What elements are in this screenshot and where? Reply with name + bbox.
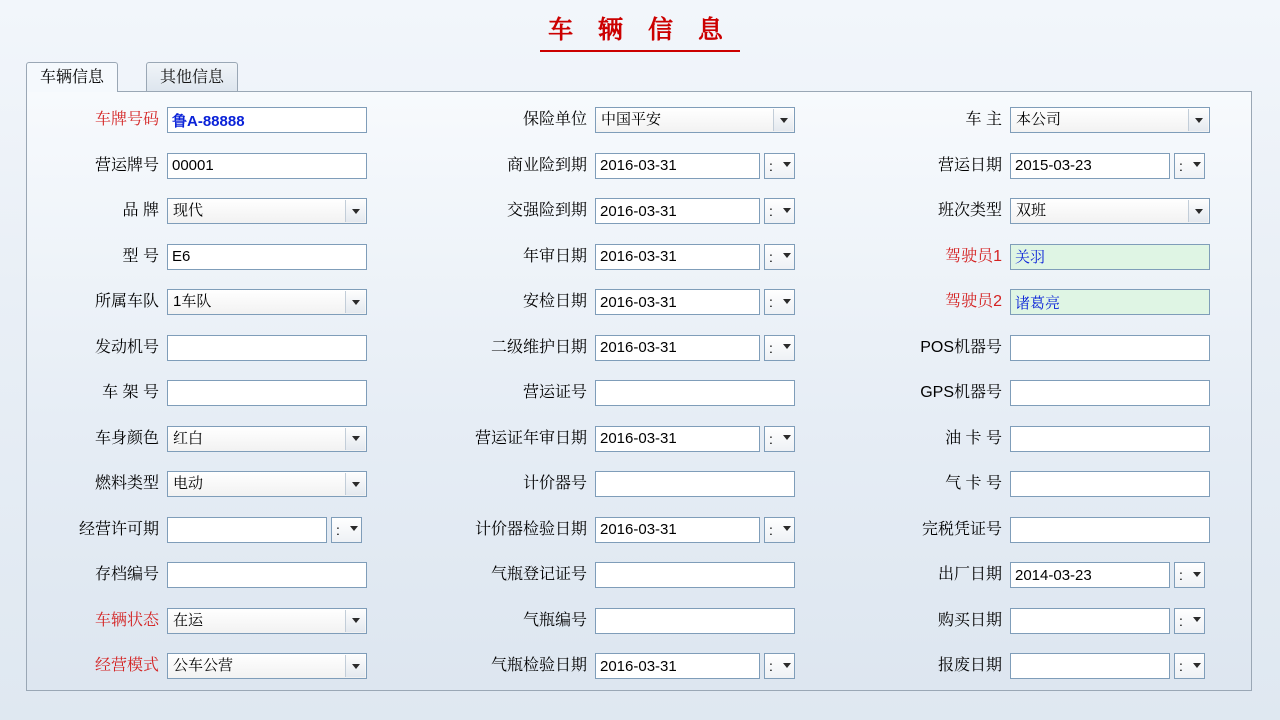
field-气瓶检验日期-label: 气瓶检验日期	[490, 657, 587, 674]
calendar-icon: :	[769, 203, 773, 219]
field-存档编号-input[interactable]	[167, 562, 367, 588]
field-经营许可期-input[interactable]	[167, 517, 327, 543]
field-经营许可期-label: 经营许可期	[78, 520, 159, 538]
field-营运证年审日期-input[interactable]	[595, 426, 760, 452]
chevron-down-icon[interactable]	[1192, 160, 1202, 170]
tab-vehicle-info[interactable]: 车辆信息	[26, 62, 118, 92]
field-品牌-value: 现代	[173, 202, 204, 219]
field-油卡号-input[interactable]	[1010, 426, 1210, 452]
field-气卡号-input[interactable]	[1010, 471, 1210, 497]
field-报废日期-label: 报废日期	[937, 657, 1002, 674]
chevron-down-icon[interactable]	[1188, 200, 1208, 222]
field-气瓶编号-label: 气瓶编号	[522, 611, 587, 629]
calendar-icon: :	[336, 521, 340, 538]
chevron-down-icon[interactable]	[1188, 109, 1208, 131]
field-POS机器号-label: POS机器号	[920, 338, 1002, 356]
field-车身颜色-select[interactable]	[167, 426, 367, 452]
field-营运日期-datepicker-button[interactable]	[1174, 153, 1205, 179]
field-经营模式-select[interactable]	[167, 653, 367, 679]
field-油卡号-label: 油 卡 号	[945, 429, 1002, 447]
field-所属车队-label: 所属车队	[94, 293, 159, 310]
field-驾驶员2-label: 驾驶员2	[945, 293, 1002, 310]
field-车主-value: 本公司	[1016, 111, 1062, 128]
field-班次类型-value: 双班	[1016, 202, 1047, 219]
field-车牌号码-label: 车牌号码	[94, 111, 159, 128]
field-购买日期-input[interactable]	[1010, 608, 1170, 634]
field-车身颜色-label: 车身颜色	[94, 429, 159, 447]
field-车主-select[interactable]	[1010, 107, 1210, 133]
field-购买日期-datepicker-button[interactable]	[1174, 608, 1205, 634]
calendar-icon: :	[1179, 567, 1183, 583]
field-GPS机器号-input[interactable]	[1010, 380, 1210, 406]
calendar-icon: :	[769, 294, 773, 310]
calendar-icon: :	[1179, 658, 1183, 674]
field-POS机器号-input[interactable]	[1010, 335, 1210, 361]
field-二级维护日期-input[interactable]	[595, 335, 760, 361]
field-营运牌号-label: 营运牌号	[94, 156, 159, 174]
field-计价器检验日期-label: 计价器检验日期	[474, 520, 587, 538]
chevron-down-icon[interactable]	[1192, 615, 1202, 625]
field-车牌号码-input[interactable]	[167, 107, 367, 133]
field-品牌-select[interactable]	[167, 198, 367, 224]
field-型号-label: 型 号	[122, 247, 159, 265]
calendar-icon: :	[769, 157, 773, 174]
calendar-icon: :	[1179, 612, 1183, 629]
field-车辆状态-value: 在运	[173, 611, 204, 629]
field-商业险到期-label: 商业险到期	[506, 156, 587, 174]
field-所属车队-value: 1车队	[173, 293, 212, 310]
field-营运日期-label: 营运日期	[937, 156, 1002, 174]
field-购买日期-label: 购买日期	[937, 611, 1002, 629]
field-经营模式-label: 经营模式	[94, 657, 159, 674]
field-品牌-label: 品 牌	[122, 202, 159, 219]
field-气瓶检验日期-input[interactable]	[595, 653, 760, 679]
field-安检日期-label: 安检日期	[522, 293, 587, 310]
calendar-icon: :	[769, 339, 773, 356]
field-安检日期-input[interactable]	[595, 289, 760, 315]
field-营运证年审日期-label: 营运证年审日期	[474, 429, 587, 447]
field-燃料类型-value: 电动	[173, 475, 204, 492]
field-保险单位-value: 中国平安	[601, 111, 662, 128]
field-保险单位-label: 保险单位	[522, 111, 587, 128]
field-年审日期-input[interactable]	[595, 244, 760, 270]
field-班次类型-label: 班次类型	[937, 202, 1002, 219]
field-营运证号-input[interactable]	[595, 380, 795, 406]
calendar-icon: :	[769, 521, 773, 538]
field-发动机号-input[interactable]	[167, 335, 367, 361]
field-气卡号-label: 气 卡 号	[945, 475, 1002, 492]
field-气瓶登记证号-label: 气瓶登记证号	[490, 566, 587, 583]
field-计价器检验日期-input[interactable]	[595, 517, 760, 543]
field-燃料类型-select[interactable]	[167, 471, 367, 497]
field-年审日期-label: 年审日期	[522, 247, 587, 265]
tab-bar	[26, 62, 1254, 92]
field-GPS机器号-label: GPS机器号	[920, 384, 1002, 401]
field-气瓶登记证号-input[interactable]	[595, 562, 795, 588]
field-计价器号-label: 计价器号	[522, 475, 587, 492]
field-报废日期-datepicker-button[interactable]	[1174, 653, 1205, 679]
field-班次类型-select[interactable]	[1010, 198, 1210, 224]
field-所属车队-select[interactable]	[167, 289, 367, 315]
field-车身颜色-value: 红白	[173, 429, 204, 447]
calendar-icon: :	[769, 248, 773, 265]
field-车架号-label: 车 架 号	[102, 384, 159, 401]
chevron-down-icon[interactable]	[1192, 660, 1202, 670]
form-panel	[26, 91, 1252, 691]
field-型号-input[interactable]	[167, 244, 367, 270]
page-title: 车 辆 信 息	[540, 10, 740, 52]
field-出厂日期-datepicker-button[interactable]	[1174, 562, 1205, 588]
page-title-wrap	[0, 10, 1280, 52]
tab-other-info[interactable]: 其他信息	[146, 62, 238, 92]
field-车辆状态-label: 车辆状态	[94, 611, 159, 629]
field-营运日期-input[interactable]	[1010, 153, 1170, 179]
field-车辆状态-select[interactable]	[167, 608, 367, 634]
field-出厂日期-input[interactable]	[1010, 562, 1170, 588]
field-交强险到期-input[interactable]	[595, 198, 760, 224]
field-商业险到期-input[interactable]	[595, 153, 760, 179]
field-燃料类型-label: 燃料类型	[94, 475, 159, 492]
field-气瓶编号-input[interactable]	[595, 608, 795, 634]
field-驾驶员2-input[interactable]	[1010, 289, 1210, 315]
chevron-down-icon[interactable]	[1192, 569, 1202, 579]
field-营运牌号-input[interactable]	[167, 153, 367, 179]
field-经营模式-value: 公车公营	[173, 657, 234, 674]
field-完税凭证号-label: 完税凭证号	[921, 520, 1002, 538]
field-存档编号-label: 存档编号	[94, 566, 159, 583]
calendar-icon: :	[769, 430, 773, 447]
field-交强险到期-label: 交强险到期	[506, 202, 587, 219]
field-驾驶员1-label: 驾驶员1	[945, 247, 1002, 265]
field-二级维护日期-label: 二级维护日期	[490, 338, 587, 356]
field-营运证号-label: 营运证号	[522, 384, 587, 401]
field-发动机号-label: 发动机号	[94, 338, 159, 356]
field-计价器号-input[interactable]	[595, 471, 795, 497]
field-驾驶员1-input[interactable]	[1010, 244, 1210, 270]
calendar-icon: :	[1179, 157, 1183, 174]
field-车主-label: 车 主	[965, 111, 1002, 128]
calendar-icon: :	[769, 658, 773, 674]
field-保险单位-select[interactable]	[595, 107, 795, 133]
field-车架号-input[interactable]	[167, 380, 367, 406]
field-报废日期-input[interactable]	[1010, 653, 1170, 679]
field-完税凭证号-input[interactable]	[1010, 517, 1210, 543]
field-出厂日期-label: 出厂日期	[937, 566, 1002, 583]
